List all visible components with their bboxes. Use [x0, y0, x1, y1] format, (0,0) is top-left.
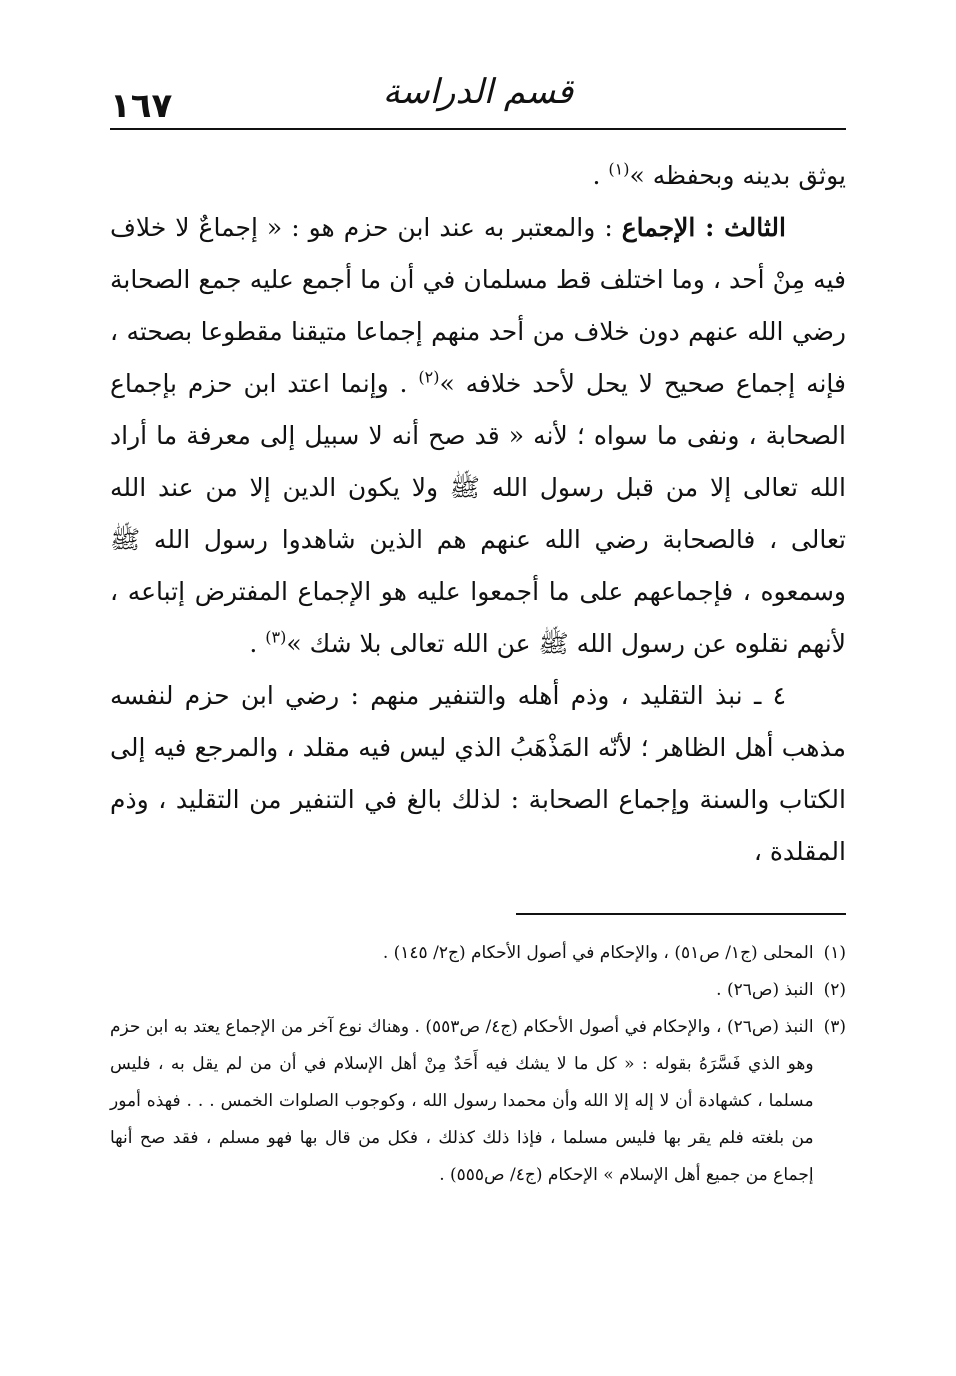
paragraph-3-text: ٤ ـ نبذ التقليد ، وذم أهله والتنفير منهم : رضي ابن حزم لنفسه مذهب أهل الظاهر ؛ لأنّه المَذْهَبُ الذي ليس فيه مقلد ، والمرجع فيه إلى الكتاب والسنة وإجماع الصحابة : لذلك بالغ في التنفير من التقليد ، وذم المقلدة ، — [110, 681, 846, 866]
paragraph-1-end: . — [592, 161, 609, 190]
footnotes — [110, 935, 846, 1194]
footnote-text: النبذ (ص٢٦) . — [716, 980, 814, 1000]
footnote-1 — [110, 935, 846, 972]
footnote-text: النبذ (ص٢٦) ، والإحكام في أصول الأحكام (ج٤/ ص٥٥٣) . وهناك نوع آخر من الإجماع يعتد به ابن حزم وهو الذي فَسَّرَهُ بقوله : « كل ما لا يشك فيه أَحَدٌ مِنْ أهل الإسلام في أن من لم يقل به ، فليس مسلما ، كشهادة أن لا إله إلا الله وأن محمدا رسول الله ، وكوجوب الصلوات الخمس . . . فهذه أمور من بلغته فلم يقر بها فليس مسلما ، فإذا ذلك كذلك ، فكل من قال بها فهو مسلم ، فقد صح أنها إجماع من جميع أهل الإسلام » الإحكام (ج٤/ ص٥٥٥) . — [110, 1017, 814, 1185]
footnote-rule — [516, 913, 846, 915]
paragraph-2-end: . — [249, 629, 266, 658]
footnote-marker: (١) — [823, 943, 846, 963]
footnote-ref-1: (١) — [608, 159, 630, 179]
section-term: الثالث : الإجماع — [621, 213, 786, 242]
paragraph-2-text-a: : والمعتبر به عند ابن حزم هو : « إجماعٌ لا خلاف فيه مِنْ أحد ، وما اختلف قط مسلمان في أن ما أجمع عليه جمع الصحابة رضي الله عنهم دون خلاف من أحد منهم إجماعا متيقنا مقطوعا بصحته ، فإنه إجماع صحيح لا يحل لأحد خلافه » — [110, 213, 846, 398]
main-text — [110, 150, 846, 878]
footnote-2 — [110, 972, 846, 1009]
footnote-ref-3: (٣) — [265, 627, 287, 647]
footnote-marker: (٢) — [823, 980, 846, 1000]
footnote-text: المحلى (ج١/ ص٥١) ، والإحكام في أصول الأحكام (ج٢/ ١٤٥) . — [382, 943, 814, 963]
paragraph-1-text: يوثق بدينه وبحفظه » — [629, 161, 846, 190]
page-number: ١٦٧ — [110, 86, 173, 126]
header-rule — [110, 128, 846, 130]
footnote-marker: (٣) — [823, 1017, 846, 1037]
paragraph-3 — [110, 670, 846, 878]
page-header — [110, 70, 846, 130]
footnote-3 — [110, 1009, 846, 1194]
footnote-ref-2: (٢) — [418, 367, 440, 387]
paragraph-2 — [110, 202, 846, 670]
paragraph-1 — [110, 150, 846, 202]
paragraph-2-text-b: . وإنما اعتد ابن حزم بإجماع الصحابة ، ونفى ما سواه ؛ لأنه « قد صح أنه لا سبيل إلى معرفة ما أراد الله تعالى إلا من قبل رسول الله ﷺ ولا يكون الدين إلا من عند الله تعالى ، فالصحابة رضي الله عنهم هم الذين شاهدوا رسول الله ﷺ وسمعوه ، فإجماعهم على ما أجمعوا عليه هو الإجماع المفترض إتباعه ، لأنهم نقلوه عن رسول الله ﷺ عن الله تعالى بلا شك » — [110, 369, 846, 658]
running-title: قسم الدراسة — [382, 72, 574, 112]
